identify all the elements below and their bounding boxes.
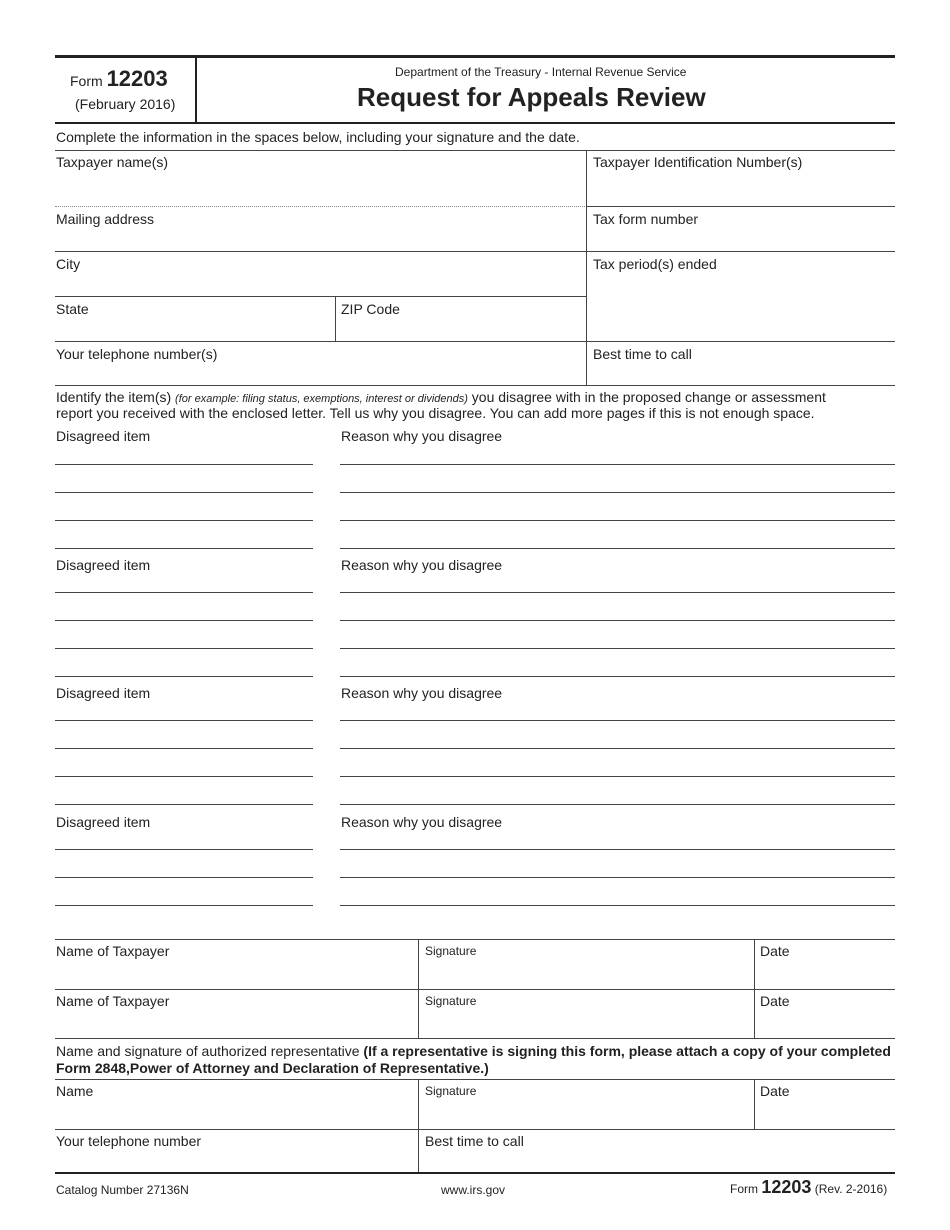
taxpayer-signature-1-label: Signature [425,944,477,958]
identify-intro-example: (for example: filing status, exemptions, interest or dividends) [175,393,468,405]
taxpayer-signature-2-field[interactable] [419,990,753,1038]
disagreed-item-line[interactable] [55,620,313,621]
disagreed-item-line[interactable] [55,905,313,906]
instructions-text: Complete the information in the spaces below, including your signature and the date. [56,129,580,145]
header-top-rule [55,55,895,58]
representative-signature-field[interactable] [419,1080,753,1129]
page-title: Request for Appeals Review [357,82,706,112]
reason-line[interactable] [340,492,895,493]
website-link[interactable]: www.irs.gov [441,1183,506,1197]
tax-periods-field[interactable] [587,252,895,341]
representative-intro-bold-2: Form 2848,Power of Attorney and Declaration of Representative.) [56,1060,489,1076]
reason-line[interactable] [340,648,895,649]
zip-field[interactable] [336,297,585,341]
reason-line[interactable] [340,905,895,906]
reason-line[interactable] [340,592,895,593]
tax-form-number-field[interactable] [587,207,895,251]
mailing-address-label: Mailing address [56,211,155,227]
taxpayer-date-2-label: Date [760,993,790,1009]
reason-label: Reason why you disagree [341,685,503,701]
reason-line[interactable] [340,776,895,777]
state-field[interactable] [55,297,335,341]
disagreed-item-label: Disagreed item [56,814,151,830]
reason-label: Reason why you disagree [341,428,503,444]
telephone-field[interactable] [55,342,585,385]
form-number: 12203 [106,66,168,91]
taxpayer-date-1-field[interactable] [755,940,895,989]
reason-label: Reason why you disagree [341,557,503,573]
identify-intro-end: you disagree with in the proposed change or assessment [467,389,826,405]
disagreed-item-line[interactable] [55,676,313,677]
form-label: Form [70,73,103,89]
representative-name-field[interactable] [55,1080,417,1129]
city-label: City [56,256,81,272]
disagreed-item-line[interactable] [55,520,313,521]
grid-rule [55,385,895,386]
tax-periods-label: Tax period(s) ended [593,256,717,272]
taxpayer-name-label: Taxpayer name(s) [56,154,169,170]
best-time-label: Best time to call [593,346,692,362]
tax-form-number-label: Tax form number [593,211,699,227]
representative-intro-text: Name and signature of authorized representative [56,1043,364,1059]
header-divider [195,57,197,123]
tin-label: Taxpayer Identification Number(s) [593,154,803,170]
header-bottom-rule [55,122,895,124]
representative-intro [56,1043,891,1059]
disagreed-item-line[interactable] [55,849,313,850]
representative-date-field[interactable] [755,1080,895,1129]
taxpayer-date-2-field[interactable] [755,990,895,1038]
disagreed-item-line[interactable] [55,748,313,749]
identify-intro [56,389,826,405]
reason-line[interactable] [340,520,895,521]
reason-line[interactable] [340,877,895,878]
disagreed-item-label: Disagreed item [56,557,151,573]
mailing-address-field[interactable] [55,207,585,251]
best-time-field[interactable] [587,342,895,385]
reason-line[interactable] [340,849,895,850]
form-id [70,66,168,92]
disagreed-item-line[interactable] [55,492,313,493]
footer-form-id [730,1177,887,1198]
footer-form-label: Form [730,1182,758,1196]
reason-line[interactable] [340,748,895,749]
representative-signature-label: Signature [425,1084,477,1098]
catalog-number: Catalog Number 27136N [56,1183,189,1197]
taxpayer-name-2-field[interactable] [55,990,417,1038]
representative-telephone-label: Your telephone number [56,1133,202,1149]
agency-name: Department of the Treasury - Internal Revenue Service [395,65,687,79]
disagreed-item-line[interactable] [55,648,313,649]
disagreed-item-line[interactable] [55,548,313,549]
reason-line[interactable] [340,804,895,805]
taxpayer-signature-2-label: Signature [425,994,477,1008]
form-date: (February 2016) [75,96,176,112]
taxpayer-name-1-label: Name of Taxpayer [56,943,170,959]
footer-form-number: 12203 [761,1177,812,1197]
identify-intro-start: Identify the item(s) [56,389,176,405]
disagreed-item-line[interactable] [55,464,313,465]
telephone-label: Your telephone number(s) [56,346,218,362]
representative-best-time-field[interactable] [419,1130,895,1172]
reason-line[interactable] [340,620,895,621]
city-field[interactable] [55,252,585,296]
footer-rule [55,1172,895,1174]
disagreed-item-label: Disagreed item [56,685,151,701]
taxpayer-name-2-label: Name of Taxpayer [56,993,170,1009]
disagreed-item-line[interactable] [55,592,313,593]
disagreed-item-line[interactable] [55,877,313,878]
disagreed-item-line[interactable] [55,776,313,777]
representative-name-label: Name [56,1083,94,1099]
representative-telephone-field[interactable] [55,1130,417,1172]
signature-rule [55,1038,895,1039]
disagreed-item-line[interactable] [55,720,313,721]
state-label: State [56,301,89,317]
footer-revision: (Rev. 2-2016) [814,1182,888,1196]
disagreed-item-label: Disagreed item [56,428,151,444]
reason-line[interactable] [340,720,895,721]
reason-label: Reason why you disagree [341,814,503,830]
representative-intro-bold-1: (If a representative is signing this form, please attach a copy of your completed [363,1043,891,1059]
representative-best-time-label: Best time to call [425,1133,524,1149]
taxpayer-name-field[interactable] [55,150,585,206]
tin-field[interactable] [587,150,895,206]
reason-line[interactable] [340,464,895,465]
zip-label: ZIP Code [341,301,400,317]
taxpayer-name-1-field[interactable] [55,940,417,989]
identify-intro-line2: report you received with the enclosed letter. Tell us why you disagree. You can add more pages if this is not enough space. [56,405,815,421]
taxpayer-date-1-label: Date [760,943,790,959]
reason-line[interactable] [340,548,895,549]
taxpayer-signature-1-field[interactable] [419,940,753,989]
disagreed-item-line[interactable] [55,804,313,805]
representative-date-label: Date [760,1083,790,1099]
reason-line[interactable] [340,676,895,677]
